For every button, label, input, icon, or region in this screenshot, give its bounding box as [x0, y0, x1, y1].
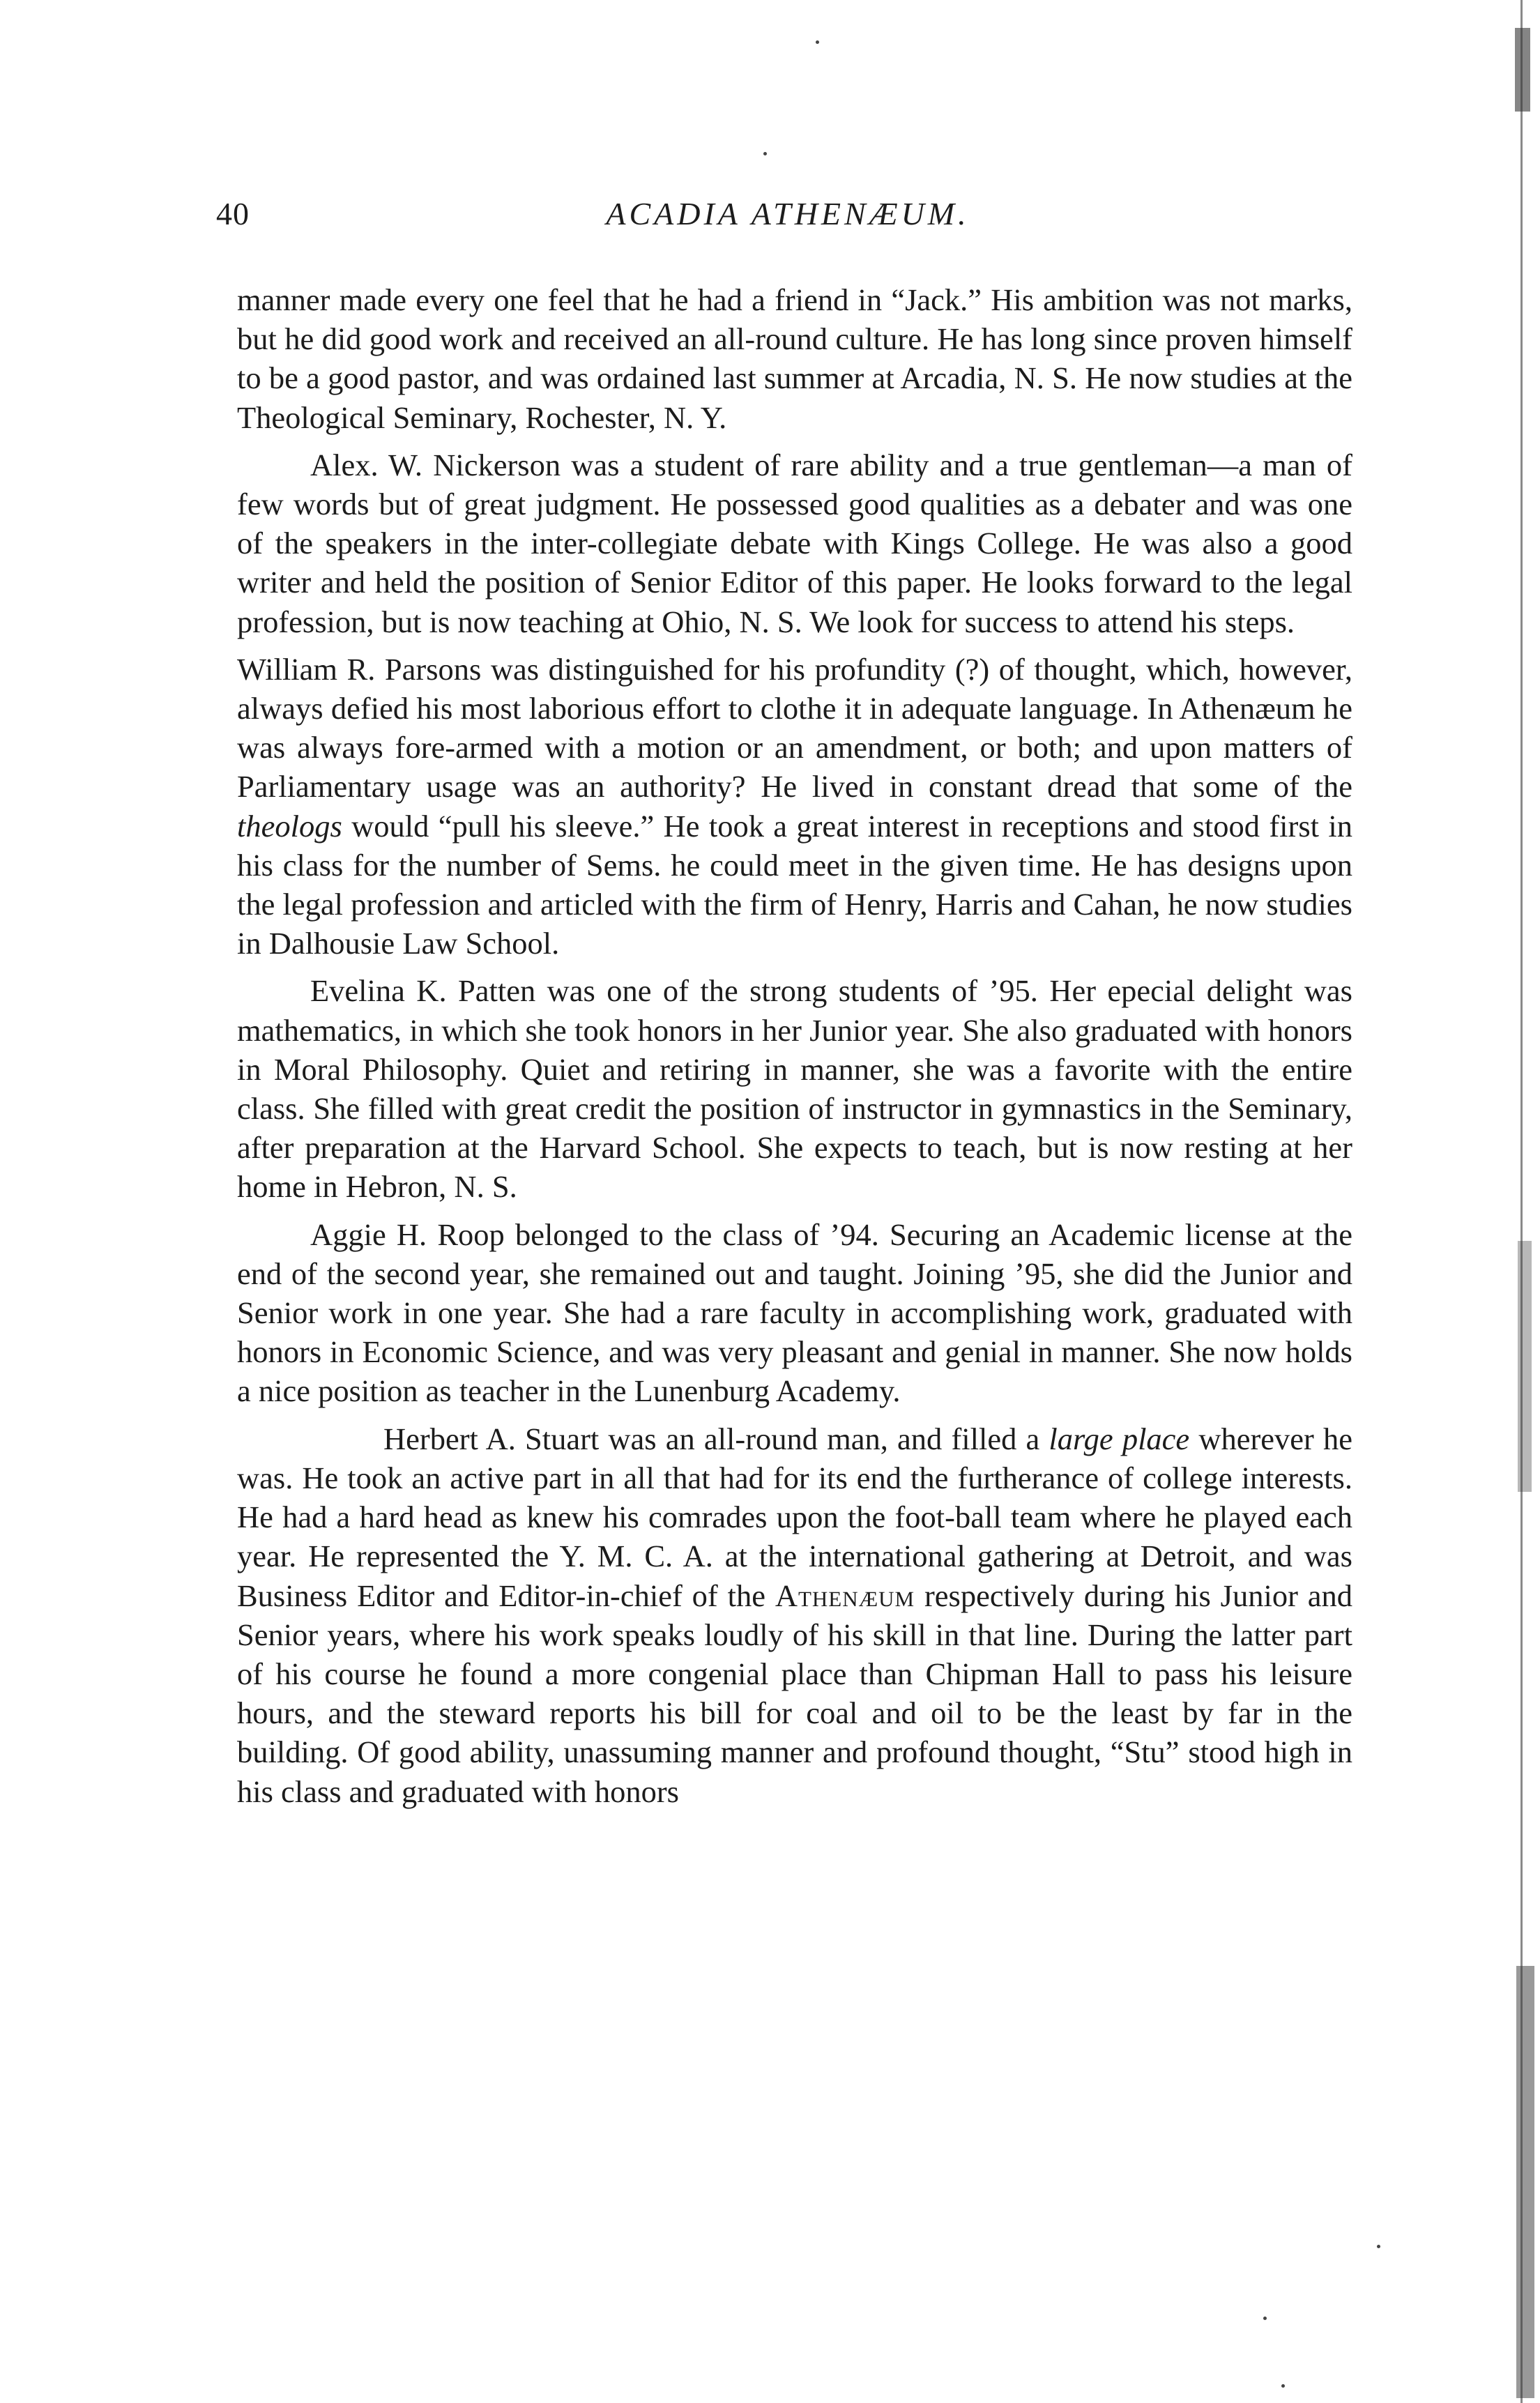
paragraph-jack — [237, 280, 1352, 437]
paragraph-text: would “pull his sleeve.” He took a great interest in receptions and stood first in his class for the number of Sems. he could meet in the given time. He has designs upon the legal profession and articled with the firm of Henry, Harris and Cahan, he now studies in Dalhousie Law School. — [237, 808, 1352, 961]
paragraph-parsons — [237, 650, 1352, 963]
scan-speck — [1263, 2317, 1267, 2320]
paragraph-stuart — [237, 1419, 1352, 1811]
scan-speck — [1377, 2245, 1380, 2248]
italic-text: theologs — [237, 808, 342, 844]
paragraph-nickerson — [237, 445, 1352, 641]
paragraph-roop — [237, 1215, 1352, 1411]
paragraph-text: respectively during his Junior and Senior years, where his work speaks loudly of his skill in that line. During the latter part of his course he found a more congenial place than Chipman Hall to pass his leisure hours, and the steward reports his bill for coal and oil to be the least by far in the building. Of good ability, unassuming manner and profound thought, “Stu” stood high in his class and graduated with honors — [237, 1578, 1352, 1809]
scanner-edge-speckle — [1515, 28, 1530, 112]
paragraph-text: Aggie H. Roop belonged to the class of ’94. Securing an Academic license at the end of the second year, she remained out and taught. Joining ’95, she did the Junior and Senior work in one year. She had a rare faculty in accomplishing work, graduated with honors in Economic Science, and was very pleasant and genial in manner. She now holds a nice position as teacher in the Lunenburg Academy. — [237, 1216, 1352, 1409]
scan-speck — [1281, 2384, 1285, 2388]
paragraph-text: William R. Parsons was distinguished for his profundity (?) of thought, which, however, always defied his most laborious effort to clothe it in adequate language. In Athenæum he was always fore-armed with a motion or an amendment, or both; and upon matters of Parliamentary usage was an authority? He lived in constant dread that some of the — [237, 651, 1352, 804]
scan-speck — [763, 152, 767, 155]
paragraph-text: Alex. W. Nickerson was a student of rare ability and a true gentleman—a man of few words but of great judgment. He possessed good qualities as a debater and was one of the speakers in the inter-collegiate debate with Kings College. He was also a good writer and held the position of Senior Editor of this paper. He looks forward to the legal profession, but is now teaching at Ohio, N. S. We look for success to attend his steps. — [237, 447, 1352, 639]
paragraph-text: Herbert A. Stuart was an all-round man, and filled a — [383, 1421, 1049, 1456]
paragraph-text: wherever he was. He took an active part in all that had for its end the furtherance of college interests. He had a hard head as knew his comrades upon the foot-ball team where he played each year. He represented the Y. M. C. A. at the international gathering at Detroit, and was Business Editor and Editor-in-chief of the — [237, 1421, 1353, 1613]
article-body — [237, 280, 1352, 1811]
page-number: 40 — [216, 196, 250, 231]
paragraph-text: manner made every one feel that he had a friend in “Jack.” His ambition was not marks, but he did good work and received an all-round culture. He has long since proven himself to be a good pastor, and was ordained last summer at Arcadia, N. S. He now studies at the Theological Seminary, Rochester, N. Y. — [237, 282, 1352, 435]
running-title: ACADIA ATHENÆUM. — [606, 196, 970, 231]
scanner-edge-speckle — [1518, 1241, 1532, 1492]
scanner-edge-speckle — [1516, 1966, 1534, 2398]
paragraph-text: Evelina K. Patten was one of the strong students of ’95. Her epecial delight was mathematics, in which she took honors in her Junior year. She also graduated with honors in Moral Philosophy. Quiet and retiring in manner, she was a favorite with the entire class. She filled with great credit the position of instructor in gymnastics in the Seminary, after preparation at the Harvard School. She expects to teach, but is now resting at her home in Hebron, N. S. — [237, 973, 1352, 1205]
scanner-edge — [1512, 0, 1540, 2403]
scan-speck — [816, 40, 819, 44]
paragraph-patten — [237, 971, 1352, 1206]
italic-text: large place — [1049, 1421, 1190, 1456]
smallcaps-text: Athenæum — [775, 1578, 915, 1613]
page-header — [216, 195, 1359, 251]
